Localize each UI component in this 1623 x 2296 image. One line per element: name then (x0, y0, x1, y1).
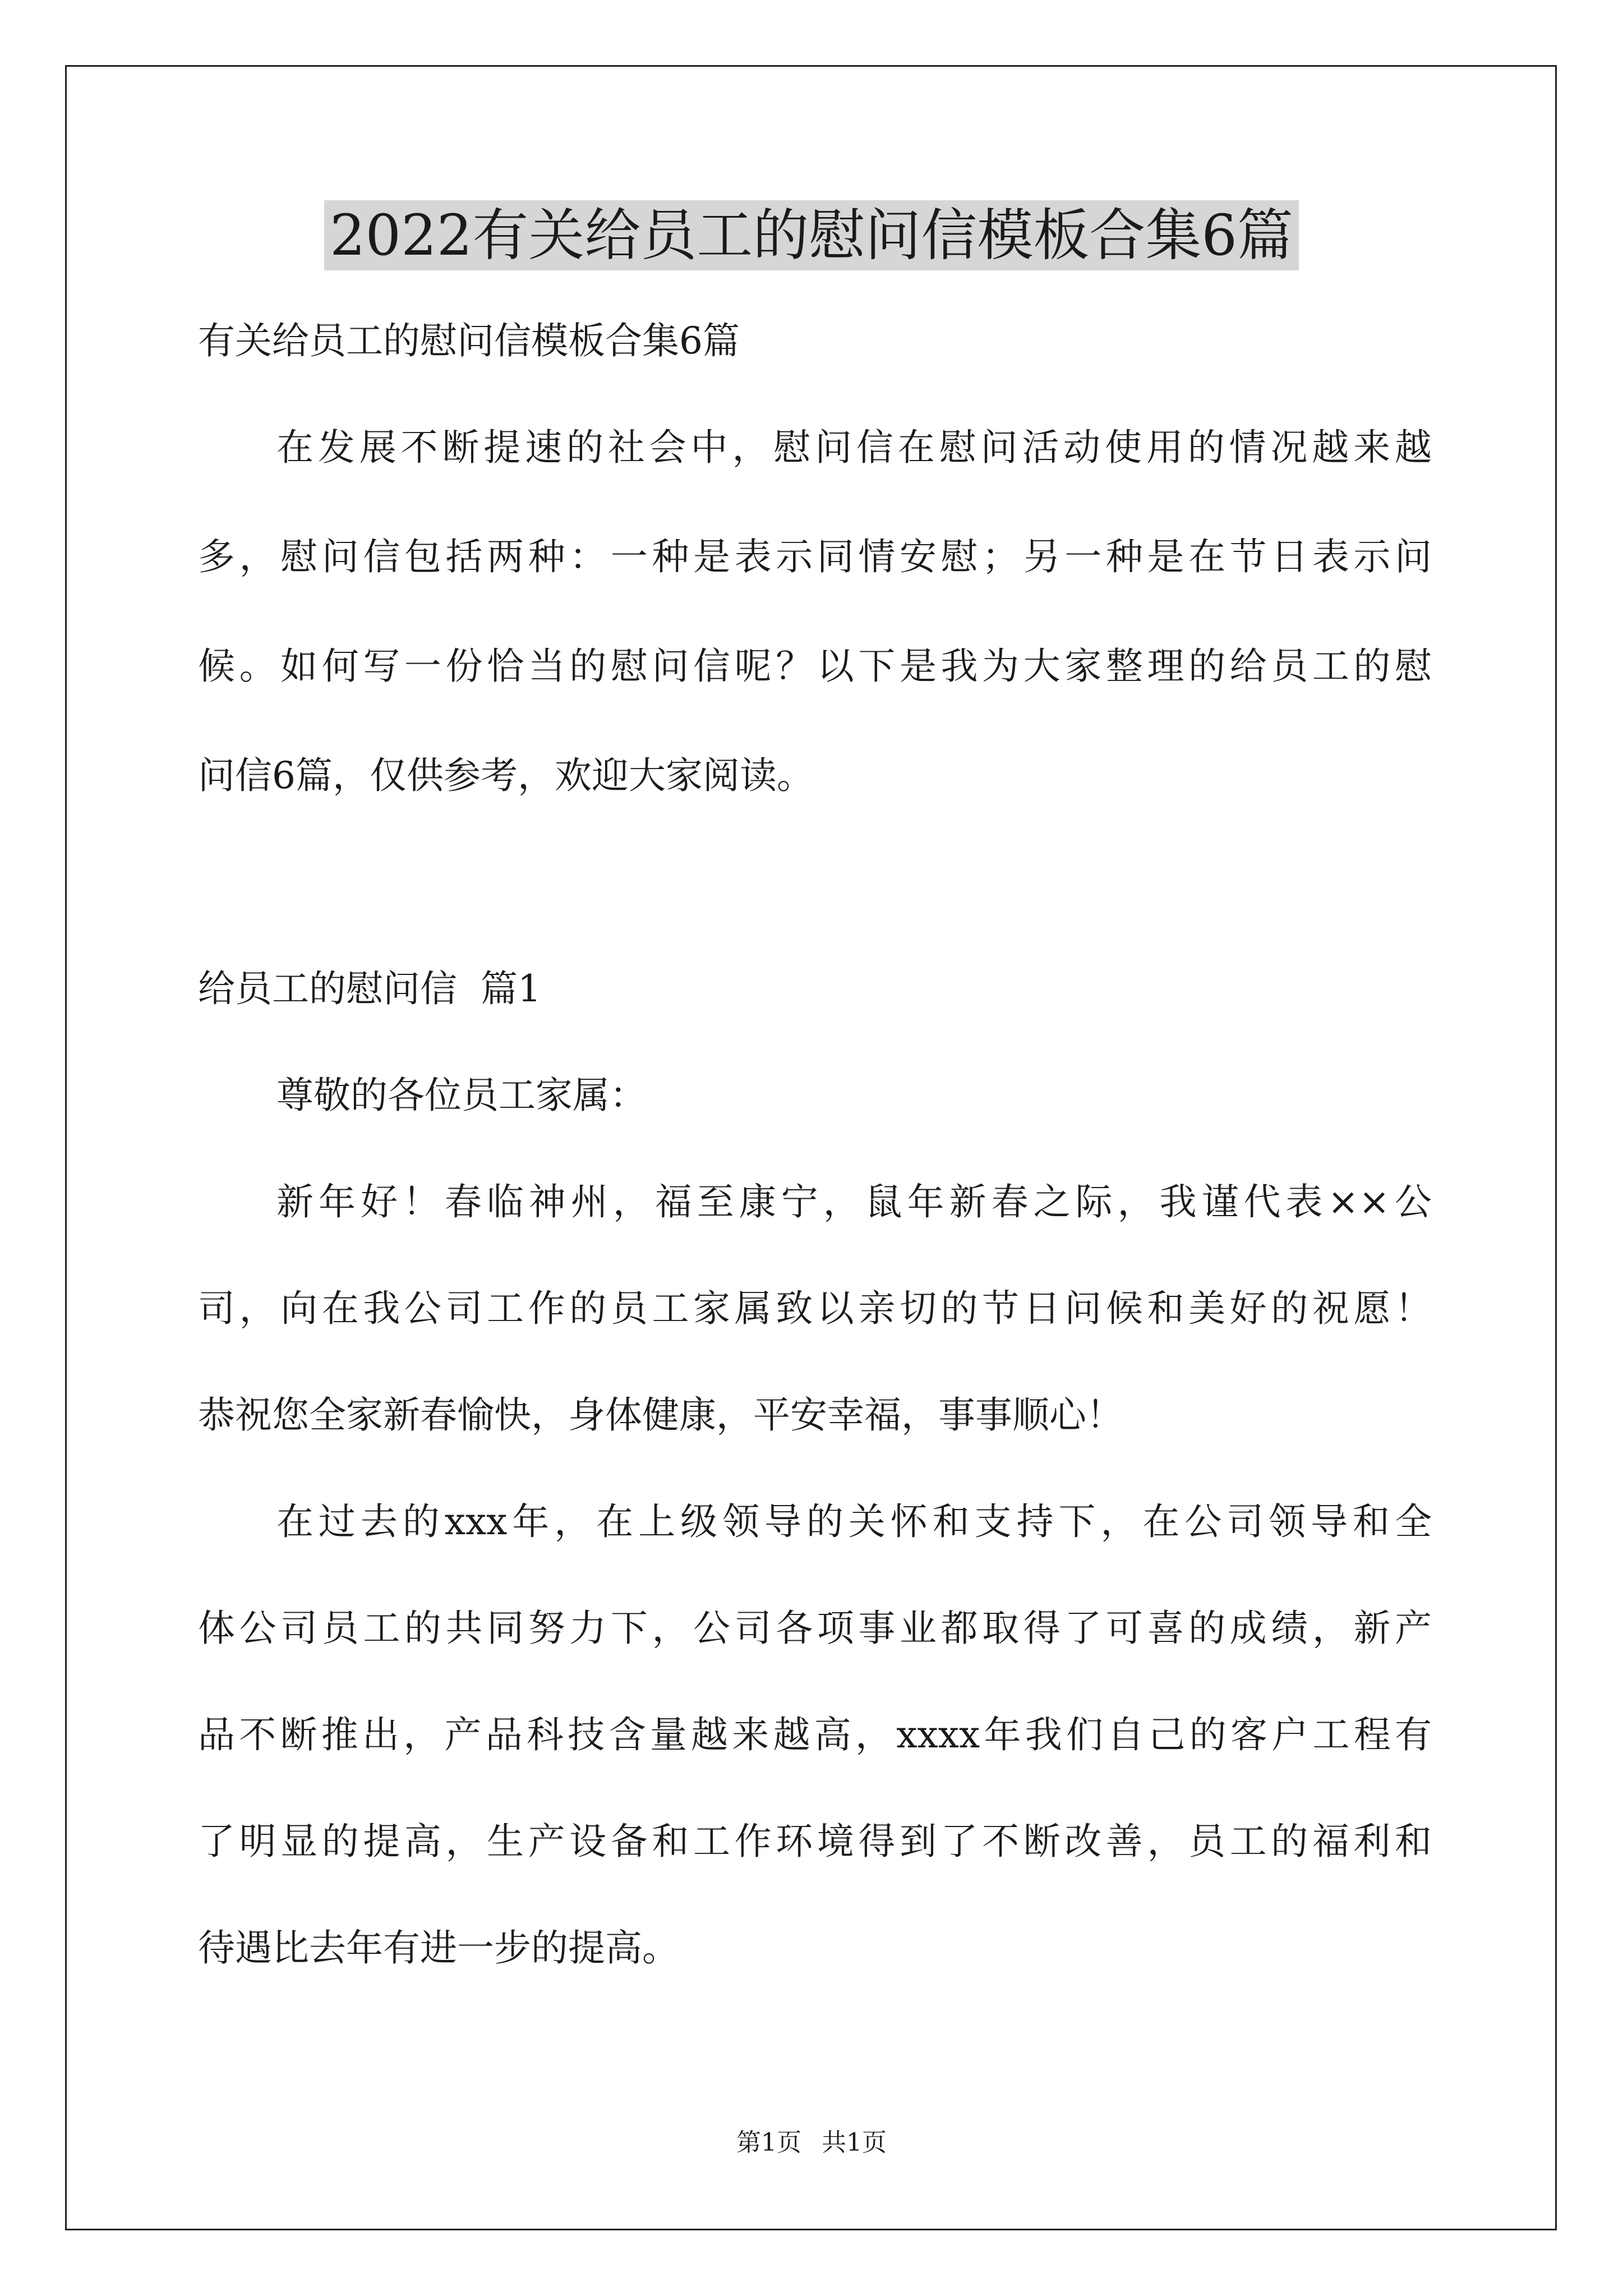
page-number-current: 第1页 (736, 2128, 801, 2157)
document-title (0, 199, 1623, 272)
intro-line-1: 在发展不断提速的社会中，慰问信在慰问活动使用的情况越来越 (276, 426, 1432, 469)
para2-line-4: 了明显的提高，生产设备和工作环境得到了不断改善，员工的福利和 (198, 1820, 1432, 1863)
intro-line-4: 问信6篇，仅供参考，欢迎大家阅读。 (198, 754, 814, 797)
para1-line-2: 司，向在我公司工作的员工家属致以亲切的节日问候和美好的祝愿！ (198, 1287, 1432, 1330)
page-border (65, 65, 1557, 2230)
para2-line-3: 品不断推出，产品科技含量越来越高，xxxx年我们自己的客户工程有 (198, 1713, 1432, 1756)
page-footer (0, 2126, 1623, 2160)
intro-line-3: 候。如何写一份恰当的慰问信呢？以下是我为大家整理的给员工的慰 (198, 645, 1432, 688)
para2-line-5: 待遇比去年有进一步的提高。 (198, 1926, 679, 1970)
para2-line-1: 在过去的xxx年，在上级领导的关怀和支持下，在公司领导和全 (276, 1500, 1432, 1543)
salutation: 尊敬的各位员工家属： (276, 1074, 647, 1117)
page-number-total: 共1页 (822, 2128, 887, 2157)
document-title-text: 2022有关给员工的慰问信模板合集6篇 (324, 200, 1299, 270)
para1-line-3: 恭祝您全家新春愉快，身体健康，平安幸福，事事顺心！ (198, 1393, 1123, 1437)
para2-line-2: 体公司员工的共同努力下，公司各项事业都取得了可喜的成绩，新产 (198, 1607, 1432, 1650)
section-heading-1: 给员工的慰问信 篇1 (198, 967, 541, 1010)
para1-line-1: 新年好！春临神州，福至康宁，鼠年新春之际，我谨代表××公 (276, 1180, 1432, 1223)
intro-line-2: 多，慰问信包括两种：一种是表示同情安慰；另一种是在节日表示问 (198, 535, 1432, 578)
document-subtitle: 有关给员工的慰问信模板合集6篇 (198, 319, 740, 362)
